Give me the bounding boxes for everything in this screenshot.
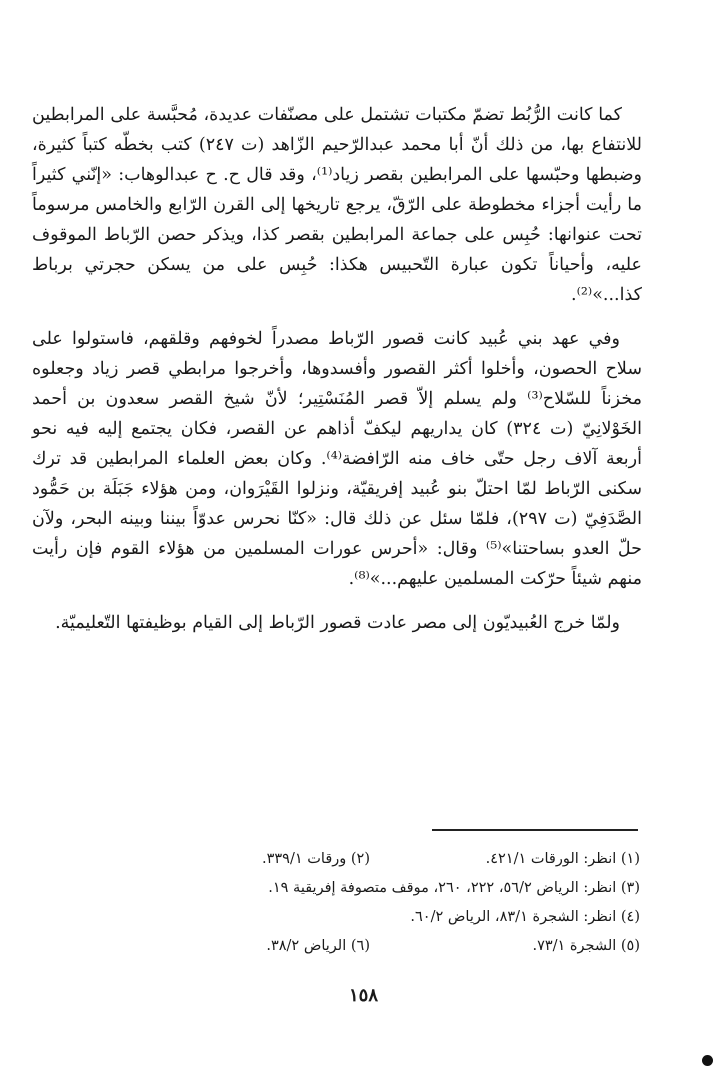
- paragraph-1: كما كانت الرُّبُط تضمّ مكتبات تشتمل على مصنّفات عديدة، مُحبَّسة على المرابطين للانتفاع بها، من ذلك أنّ أبا محمد عبدالرّحيم الزّاهد (ت ٢٤٧) كتب بخطّه كتباً كثيرة، وضبطها وحبّسها على المرابطين بقصر زياد⁽¹⁾، وقد قال ح. ح عبدالوهاب: «إنّني كثيراً ما رأيت أجزاء مخطوطة على الرّقّ، يرجع تاريخها إلى القرن الرّابع والخامس مرسوماً تحت عنوانها: حُبِس على جماعة المرابطين بقصر كذا، ويذكر حصن الرّباط الموقوف عليه، وأحياناً تكون عبارة التّحبيس هكذا: حُبِس على من يسكن حجرتي برباط كذا...»⁽²⁾.: [32, 105, 643, 305]
- footnote-2: (٢) ورقات ٣٣٩/١.: [261, 851, 370, 867]
- scan-mark: [702, 1055, 713, 1066]
- page-number: ١٥٨: [348, 985, 378, 1006]
- main-text: [32, 100, 642, 652]
- footnote-row: [100, 845, 640, 874]
- footnote-separator: [432, 829, 638, 831]
- paragraph-3: ولمّا خرج العُبيديّون إلى مصر عادت قصور الرّباط إلى القيام بوظيفتها التّعليميّة.: [55, 613, 620, 633]
- footnotes: [100, 845, 640, 961]
- footnote-row: [100, 932, 640, 961]
- footnote-row: [100, 874, 640, 903]
- footnote-1: (١) انظر: الورقات ٤٢١/١.: [485, 851, 640, 867]
- footnote-3: (٣) انظر: الرياض ٥٦/٢، ٢٢٢، ٢٦٠، موقف متصوفة إفريقية ١٩.: [268, 880, 640, 896]
- footnote-4: (٤) انظر: الشجرة ٨٣/١، الرياض ٦٠/٢.: [410, 909, 640, 925]
- paragraph-2: وفي عهد بني عُبيد كانت قصور الرّباط مصدراً لخوفهم وقلقهم، فاستولوا على سلاح الحصون، وأخلوا أكثر القصور وأفسدوها، وأخرجوا مرابطي قصر زياد وجعلوه مخزناً للسّلاح⁽³⁾ ولم يسلم إلاّ قصر المُنَسْتِير؛ لأنّ شيخ القصر سعدون بن أحمد الخَوْلانِيّ (ت ٣٢٤) كان يداريهم ليكفّ أذاهم عن القصر، فكان يجتمع إليه فيه نحو أربعة آلاف رجل حتّى خاف منه الرّافضة⁽⁴⁾. وكان بعض العلماء المرابطين قد ترك سكنى الرّباط لمّا احتلّ بنو عُبيد إفريقيّة، ونزلوا القَيْرَوان، ومن هؤلاء جَبَلَة بن حَمُّود الصَّدَفِيّ (ت ٢٩٧)، فلمّا سئل عن ذلك قال: «كنّا نحرس عدوّاً بيننا وبينه البحر، ولآن حلّ العدو بساحتنا»⁽⁵⁾ وقال: «أحرس عورات المسلمين من هؤلاء القوم فإن رأيت منهم شيئاً حرّكت المسلمين عليهم...»⁽⁸⁾.: [32, 329, 642, 589]
- footnote-6: (٦) الرياض ٣٨/٢.: [266, 938, 370, 954]
- footnote-row: [100, 903, 640, 932]
- footnote-5: (٥) الشجرة ٧٣/١.: [532, 938, 640, 954]
